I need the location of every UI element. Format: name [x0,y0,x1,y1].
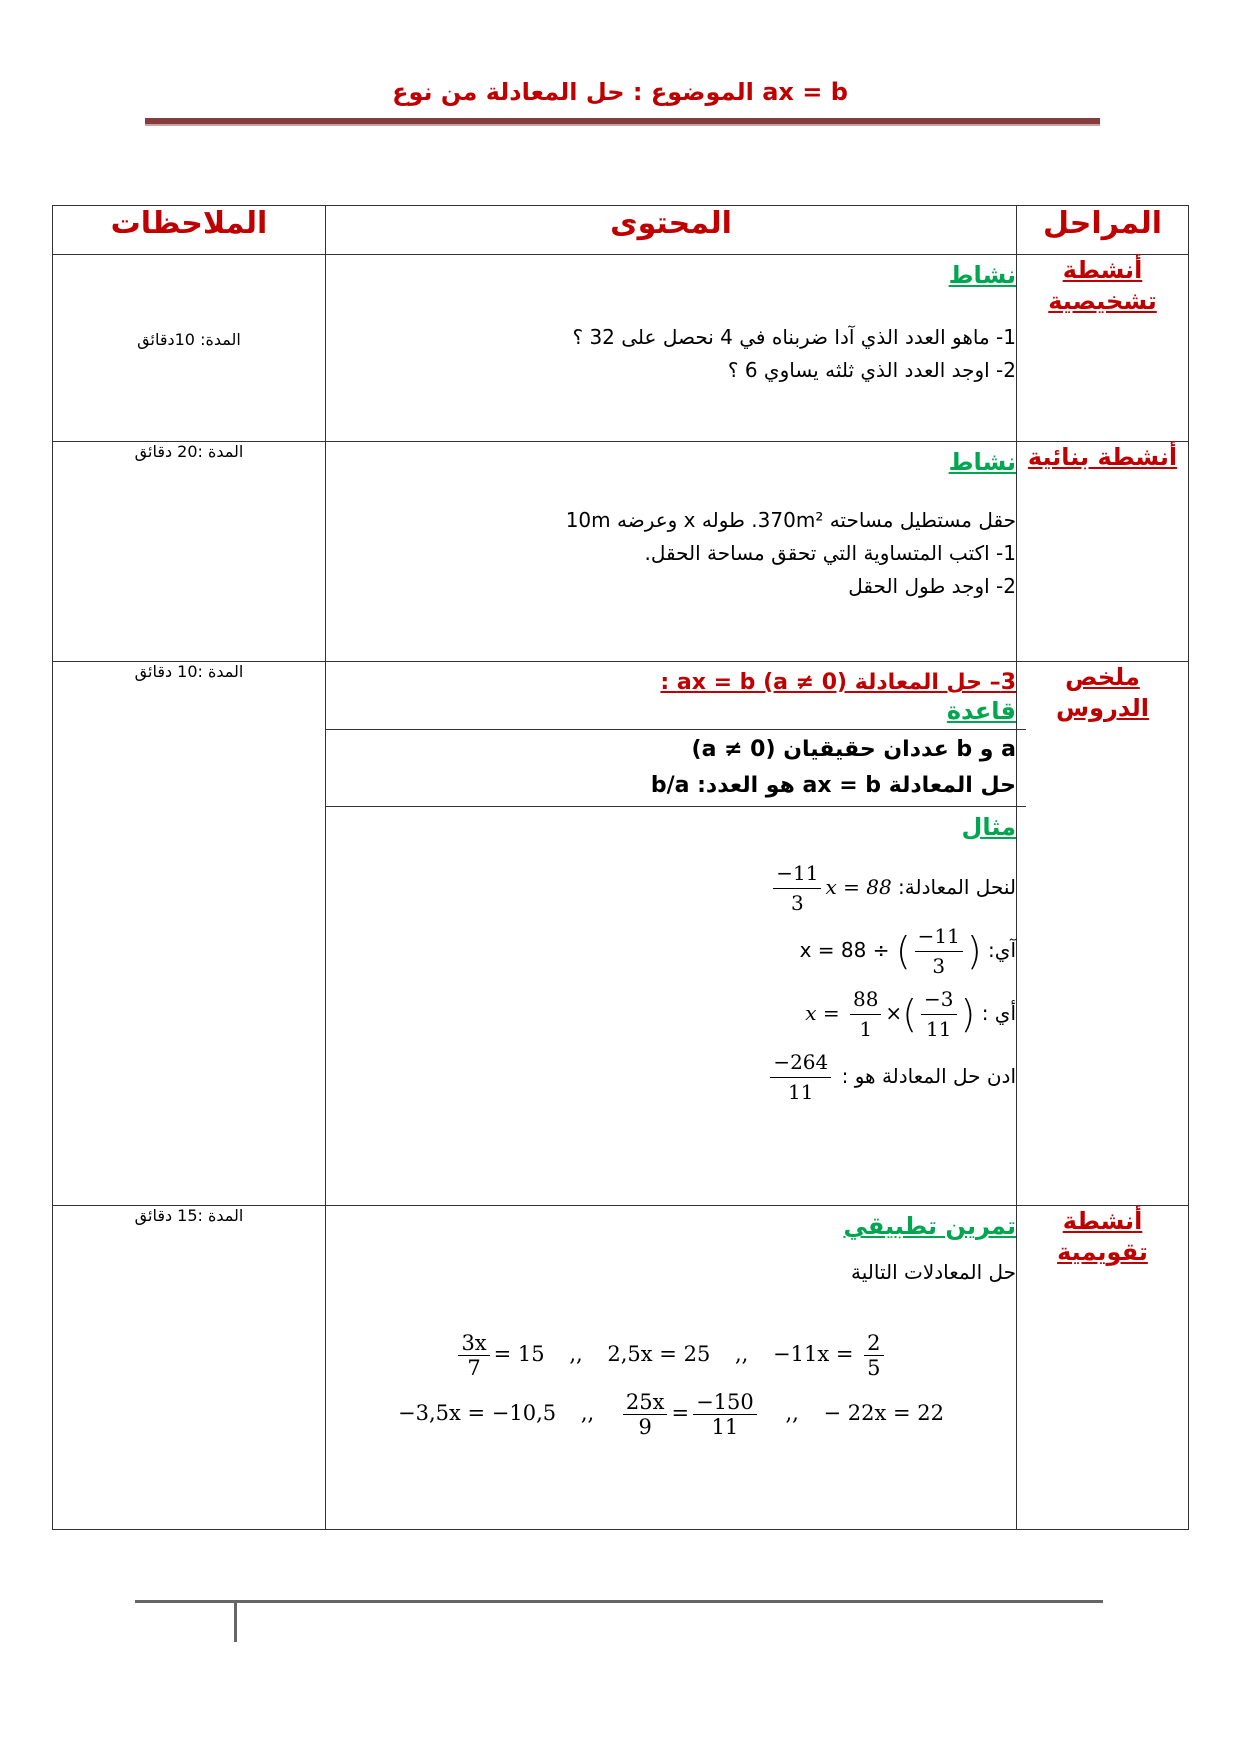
fraction: $\frac{88}{1}$ [850,985,881,1044]
fraction: $\frac{-3}{11}$ [921,985,956,1044]
table-row [53,662,1189,1206]
content-cell [326,442,1017,662]
page-title: الموضوع : حل المعادلة من نوع ax = b [392,78,848,106]
title-divider [145,118,1100,126]
fraction: $\frac{2}{5}$ [864,1331,883,1380]
stage-evaluation: أنشطة تقويمية [1017,1206,1189,1530]
content-cell [326,255,1017,442]
lesson-table [52,205,1189,1530]
example-step-4 [326,1048,1016,1107]
equations-row-1: $\frac{3x}{7}$ = 15 ,, 2,5x = 25 ,, −11x = $\frac{2}{5}$ [326,1331,1016,1380]
equation-d: −3,5x = −10,5 [398,1401,557,1425]
step-4-label: ادن حل المعادلة هو : [841,1063,1016,1088]
rule-line-1: a و b عددان حقيقيان (a ≠ 0) [691,737,1016,762]
activity-heading: نشاط [948,448,1016,476]
example-step-2 [326,922,1016,981]
equation-f: − 22x = 22 [823,1401,944,1425]
header-stages: المراحل [1017,206,1189,255]
example-step-3 [326,985,1016,1044]
step-3-equation: x = $\frac{88}{1}$ ×( $\frac{-3}{11}$ ) [805,985,975,1044]
question-2: 2- اوجد العدد الذي ثلثه يساوي 6 ؟ [727,358,1016,382]
table-row [53,255,1189,442]
exercise-intro: حل المعادلات التالية [851,1260,1016,1284]
stage-constructive: أنشطة بنائية [1017,442,1189,662]
fraction: $\frac{-11}{3}$ [915,922,963,981]
equation-b: 2,5x = 25 [607,1342,711,1366]
duration-note: المدة :15 دقائق [53,1206,326,1530]
stage-summary: ملخص الدروس [1017,662,1189,1206]
step-3-label: أي : [981,1000,1016,1025]
activity-heading: نشاط [948,261,1016,289]
rule-line-2: حل المعادلة ax = b هو العدد: b/a [650,772,1016,798]
rule-box [326,729,1026,802]
question-1: 1- اكتب المتساوية التي تحقق مساحة الحقل. [644,541,1016,565]
section-title: 3– حل المعادلة ax = b (a ≠ 0) : [660,670,1016,695]
content-cell [326,1206,1017,1530]
example-heading: مثال [961,812,1016,841]
duration-note: المدة: 10دقائق [53,255,326,442]
footer-tick [234,1600,237,1642]
content-cell [326,662,1017,1206]
example-step-1 [326,859,1016,918]
table-header-row [53,206,1189,255]
header-notes: الملاحظات [53,206,326,255]
step-1-label: لنحل المعادلة: [898,874,1016,899]
fraction: $\frac{-264}{11}$ [770,1048,831,1107]
fraction: $\frac{-150}{11}$ [693,1390,757,1439]
fraction: $\frac{25x}{9}$ [623,1390,668,1439]
fraction: $\frac{-11}{3}$ [773,859,821,918]
duration-note: المدة :10 دقائق [53,662,326,1206]
table-row [53,442,1189,662]
exercise-heading: تمرين تطبيقي [843,1212,1016,1240]
question-2: 2- اوجد طول الحقل [848,574,1016,598]
rule-heading: قاعدة [946,697,1016,725]
table-row [53,1206,1189,1530]
fraction: $\frac{3x}{7}$ [458,1331,489,1380]
example-box [326,806,1026,1107]
question-1: 1- ماهو العدد الذي آدا ضربناه في 4 نحصل على 32 ؟ [572,325,1016,349]
footer-divider [135,1600,1103,1603]
step-2-equation: x = 88 ÷ ( $\frac{-11}{3}$ ) [800,922,982,981]
duration-note: المدة :20 دقائق [53,442,326,662]
header-content: المحتوى [326,206,1017,255]
step-2-label: آي: [988,937,1016,962]
problem-statement: حقل مستطيل مساحته 370m². طوله x وعرضه 10m [565,508,1016,532]
step-4-result [766,1048,835,1107]
equations-row-2: −3,5x = −10,5 ,, $\frac{25x}{9}$ = $\frac{-150}{11}$ ,, − 22x = 22 [398,1390,944,1439]
stage-diagnostic: أنشطة تشخيصية [1017,255,1189,442]
step-1-equation: $\frac{-11}{3}$ x = 88 [769,859,891,918]
